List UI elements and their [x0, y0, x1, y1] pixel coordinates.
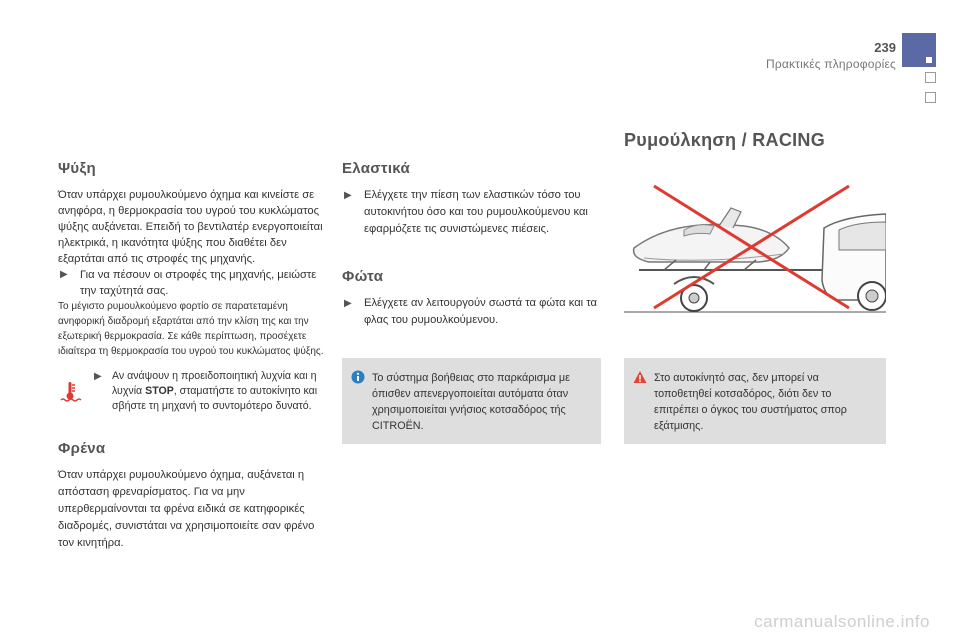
warning-triangle-icon — [633, 370, 647, 389]
cooling-bullet-text: Για να πέσουν οι στροφές της μηχανής, μειώστε την ταχύτητά σας. — [80, 269, 317, 297]
cooling-heading: Ψύξη — [58, 160, 96, 177]
column-right — [624, 130, 886, 151]
towbar-warning-panel — [624, 358, 886, 444]
column-middle — [342, 160, 602, 329]
chapter-tab-empty — [925, 92, 936, 103]
racing-heading: Ρυμούλκηση / RACING — [624, 130, 826, 150]
cooling-load-paragraph: Το μέγιστο ρυμουλκούμενο φορτίο σε παρατεταμένη ανηφορική διαδρομή εξαρτάται από την κλίση της και την εξωτερική θερμοκρασία. Σε κάθε περίπτωση, προσέχετε ιδιαίτερα τη θερμοκρασία του υγρού του κυκλώματος ψύξης. — [58, 301, 324, 357]
coolant-temperature-icon — [58, 380, 82, 404]
parking-assist-info-text: Το σύστημα βοήθειας στο παρκάρισμα με όπισθεν απενεργοποιείται αυτόματα όταν χρησιμοποιείται γνήσιος κοτσαδόρος τής CITROËN. — [372, 372, 570, 432]
cooling-paragraph: Όταν υπάρχει ρυμουλκούμενο όχημα και κινείστε σε ανηφόρα, η θερμοκρασία του υγρού του κυκλώματος ψύξης αυξάνεται. Επειδή το βεντιλατέρ ενεργοποιείται ηλεκτρικά, η ικανότητα ψύξης που διαθέτει δεν εξαρτάται από τις στροφές της μηχανής. — [58, 189, 323, 265]
brakes-paragraph: Όταν υπάρχει ρυμουλκούμενο όχημα, αυξάνεται η απόσταση φρεναρίσματος. Για να μην υπερθερμαίνονται τα φρένα ειδικά σε κατηφορικές διαδρομές, συνιστάται να χρησιμοποιείτε σαν φρένο τον κινητήρα. — [58, 469, 315, 549]
column-left — [58, 160, 326, 552]
cooling-bullet — [58, 267, 326, 299]
tyres-heading: Ελαστικά — [342, 160, 410, 177]
page-number: 239 — [874, 40, 896, 55]
lights-bullet-text: Ελέγχετε αν λειτουργούν σωστά τα φώτα και τα φλας του ρυμουλκούμενου. — [364, 297, 597, 326]
towing-illustration — [624, 178, 886, 318]
tyres-bullet — [342, 187, 602, 238]
section-title: Πρακτικές πληροφορίες — [765, 57, 896, 71]
lights-heading: Φώτα — [342, 268, 384, 285]
brakes-heading: Φρένα — [58, 440, 106, 457]
lights-bullet — [342, 295, 602, 329]
parking-assist-info-panel — [342, 358, 601, 444]
tyres-bullet-text: Ελέγχετε την πίεση των ελαστικών τόσο του αυτοκινήτου όσο και του ρυμουλκούμενου και εφαρμόζετε τις συνιστώμενες πιέσεις. — [364, 189, 588, 235]
stop-label: STOP — [145, 385, 174, 397]
arrow-icon: ▶ — [344, 190, 352, 201]
crossed-towing-image — [624, 178, 886, 318]
towbar-warning-text: Στο αυτοκίνητό σας, δεν μπορεί να τοποθετηθεί κοτσαδόρος, διότι δεν το επιτρέπει ο όγκος του συστήματος σπορ εξάτμισης. — [654, 372, 847, 432]
chapter-tab-active — [902, 33, 936, 67]
chapter-tab-empty — [925, 72, 936, 83]
tab-mark — [926, 57, 932, 63]
info-icon — [351, 370, 365, 389]
coolant-warning — [58, 369, 326, 414]
arrow-icon: ▶ — [94, 371, 102, 382]
arrow-icon: ▶ — [60, 269, 68, 280]
watermark: carmanualsonline.info — [754, 612, 930, 631]
arrow-icon: ▶ — [344, 298, 352, 309]
coolant-warning-text: ▶ Αν ανάψουν η προειδοποιητική λυχνία και η λυχνία STOP, σταματήστε το αυτοκίνητο και σβήστε τη μηχανή το συντομότερο δυνατό. — [94, 370, 318, 412]
